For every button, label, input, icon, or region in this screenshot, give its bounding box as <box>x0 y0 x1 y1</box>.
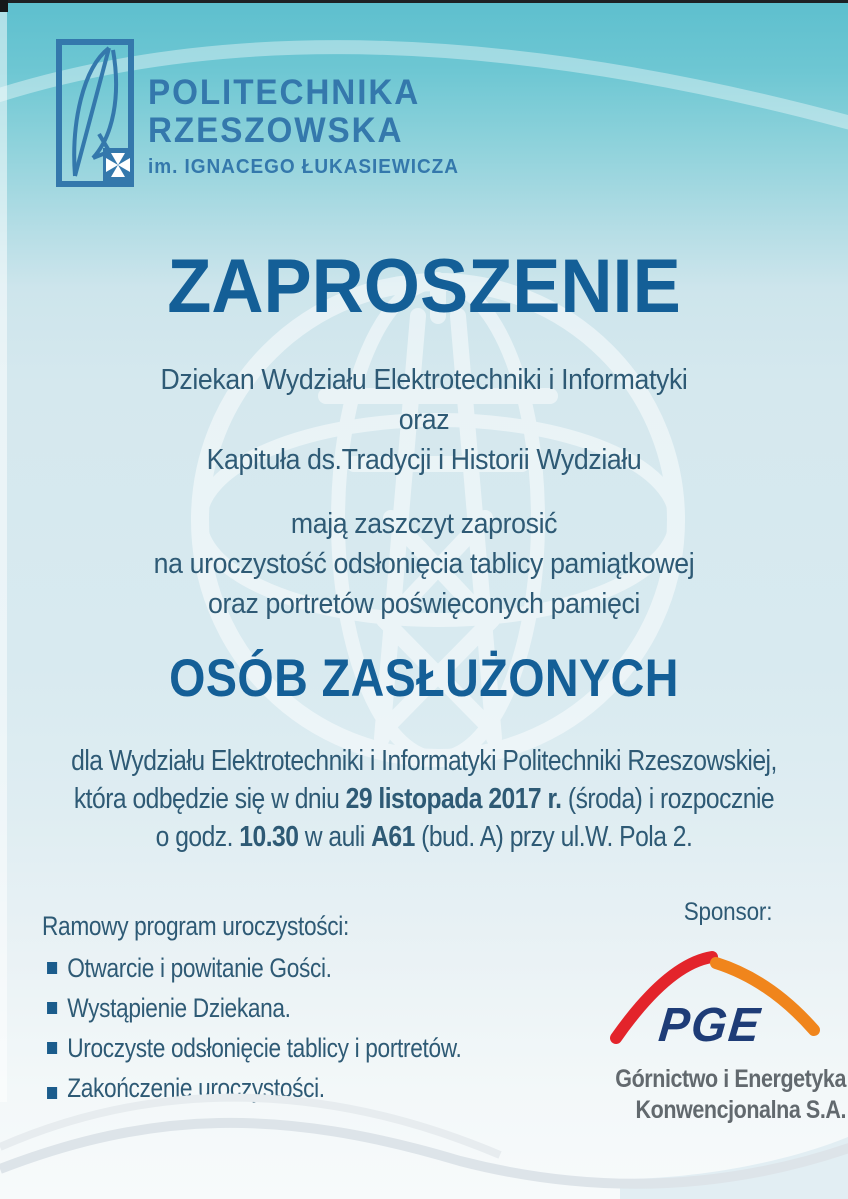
program-item-label: Otwarcie i powitanie Gości. <box>67 952 332 983</box>
sponsor-label: Sponsor: <box>683 898 773 926</box>
details-line-1: dla Wydziału Elektrotechniki i Informatyki Politechniki Rzeszowskiej, <box>71 745 777 777</box>
intro-line-2: na uroczystość odsłonięcia tablicy pamiątkowej <box>153 548 695 580</box>
pge-logo-text: PGE <box>656 999 764 1052</box>
bullet-square-icon <box>47 962 57 974</box>
honorees-title: OSÓB ZASŁUŻONYCH <box>169 649 679 708</box>
event-time: 10.30 <box>239 821 299 853</box>
sponsor-name-line1: Górnictwo i Energetyka <box>615 1065 846 1093</box>
program-item-label: Zakończenie uroczystości. <box>67 1072 325 1103</box>
hosts-line-2: oraz <box>398 404 450 436</box>
event-details <box>64 742 785 856</box>
bullet-square-icon <box>47 1002 57 1014</box>
university-name-line2: RZESZOWSKA <box>148 111 404 150</box>
invitation-title: ZAPROSZENIE <box>167 244 681 329</box>
details-line-2: która odbędzie się w dniu 29 listopada 2017 r. (środa) i rozpocznie <box>73 783 775 815</box>
intro-line-3: oraz portretów poświęconych pamięci <box>208 588 640 620</box>
university-name-line3: im. IGNACEGO ŁUKASIEWICZA <box>148 156 459 178</box>
hosts-block <box>34 360 814 480</box>
program-item <box>42 988 580 1028</box>
intro-block <box>34 504 814 624</box>
event-date: 29 listopada 2017 r. <box>345 783 562 815</box>
hosts-line-3: Kapituła ds.Tradycji i Historii Wydziału <box>206 444 642 476</box>
university-name <box>148 74 568 179</box>
program-item <box>42 948 580 988</box>
sponsor-name-line2: Konwencjonalna S.A. <box>635 1096 846 1124</box>
program-item-label: Uroczyste odsłonięcie tablicy i portretów. <box>67 1032 462 1063</box>
program-item-label: Wystąpienie Dziekana. <box>67 992 291 1023</box>
details-line-3: o godz. 10.30 w auli A61 (bud. A) przy ul.W. Pola 2. <box>155 821 693 853</box>
intro-line-1: mają zaszczyt zaprosić <box>290 508 558 540</box>
event-room: A61 <box>371 821 415 853</box>
university-emblem-icon <box>55 38 135 188</box>
footer-wave-decoration <box>0 1029 848 1199</box>
hosts-line-1: Dziekan Wydziału Elektrotechniki i Informatyki <box>160 364 688 396</box>
program-heading: Ramowy program uroczystości: <box>42 911 349 941</box>
university-name-line1: POLITECHNIKA <box>148 73 421 112</box>
